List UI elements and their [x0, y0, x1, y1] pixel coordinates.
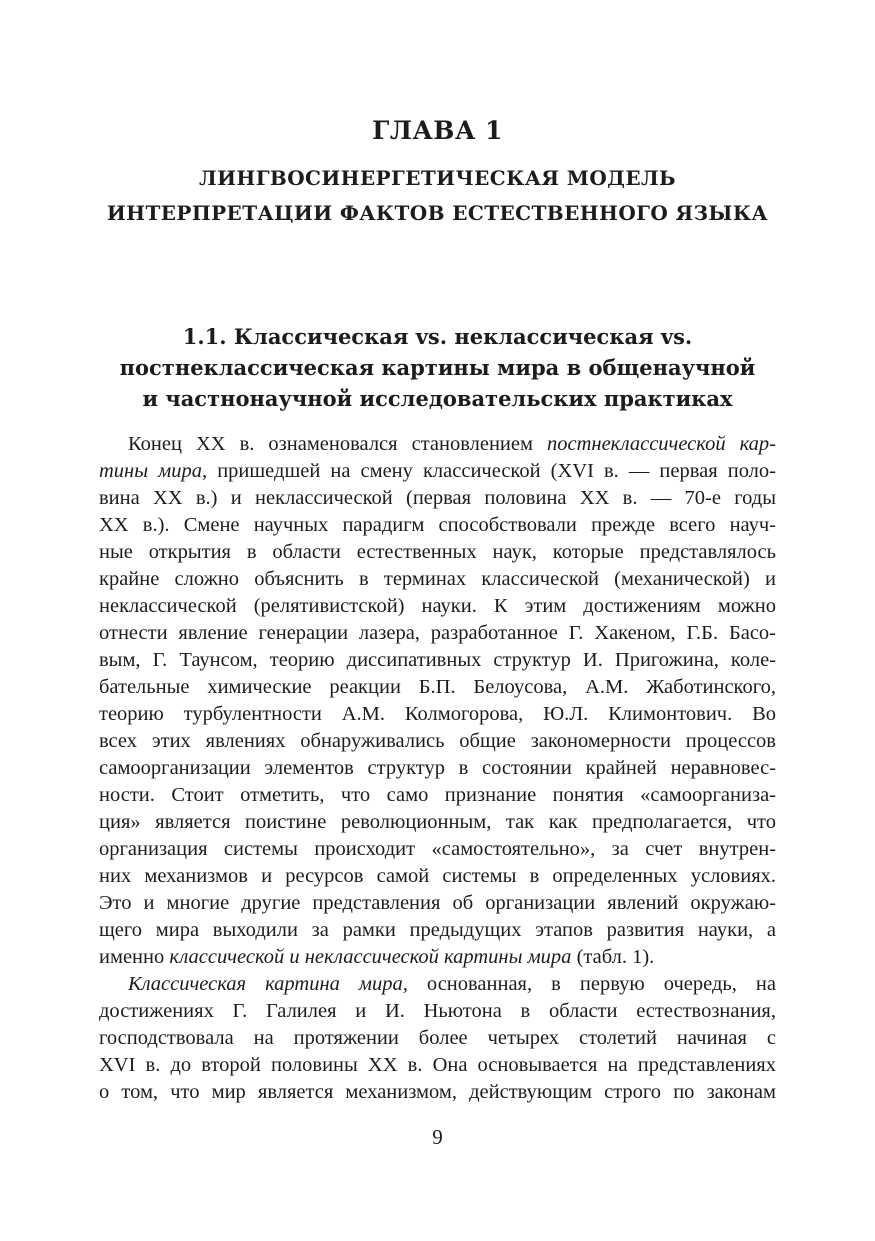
text-line	[128, 431, 776, 458]
text-line: отнести явление генерации лазера, разработанное Г. Хакеном, Г.Б. Басо-	[99, 622, 776, 644]
text-line	[99, 944, 776, 971]
text-line: господствовала на протяжении более четырех столетий начиная с	[99, 1027, 776, 1049]
text-line: о том, что мир является механизмом, действующим строго по законам	[99, 1081, 776, 1103]
chapter-number: ГЛАВА 1	[372, 116, 503, 145]
italic-term: постнеклассической кар-	[547, 433, 777, 455]
text-line: всех этих явлениях обнаруживались общие закономерности процессов	[99, 730, 776, 752]
text-line: XX в.). Смене научных парадигм способствовали прежде всего науч-	[99, 514, 776, 536]
text-run: именно	[99, 946, 170, 968]
text-line: достижениях Г. Галилея и И. Ньютона в области естествознания,	[99, 1000, 776, 1022]
text-run: , пришедшей на смену классической (XVI в. — первая поло-	[202, 460, 776, 482]
text-line: них механизмов и ресурсов самой системы в определенных условиях.	[99, 865, 776, 887]
text-run: Конец XX в. ознаменовался становлением	[128, 433, 547, 455]
chapter-title-line-2: ИНТЕРПРЕТАЦИИ ФАКТОВ ЕСТЕСТВЕННОГО ЯЗЫКА	[106, 201, 769, 225]
section-title-line-2: постнеклассическая картины мира в общенаучной	[119, 355, 756, 380]
text-line: ности. Стоит отметить, что само признание понятия «самоорганиза-	[99, 784, 776, 806]
text-line: XVI в. до второй половины XX в. Она основывается на представлениях	[99, 1054, 776, 1076]
italic-term: тины мира	[99, 460, 203, 482]
text-line: щего мира выходили за рамки предыдущих этапов развития науки, а	[99, 919, 776, 941]
text-run: основанная, в первую очередь, на	[407, 973, 776, 995]
section-title-line-3: и частнонаучной исследовательских практиках	[142, 386, 733, 411]
text-line: ция» является поистине революционным, так как предполагается, что	[99, 811, 776, 833]
text-line	[99, 458, 776, 485]
text-line: вина XX в.) и неклассической (первая половина XX в. — 70-е годы	[99, 487, 776, 509]
text-line: организация системы происходит «самостоятельно», за счет внутрен-	[99, 838, 776, 860]
text-line: бательные химические реакции Б.П. Белоусова, А.М. Жаботинского,	[99, 676, 776, 698]
section-title-line-1: 1.1. Классическая vs. неклассическая vs.	[182, 324, 693, 349]
text-line: самоорганизации элементов структур в состоянии крайней неравновес-	[99, 757, 776, 779]
table-reference: (табл. 1).	[571, 946, 655, 968]
text-line: неклассической (релятивистской) науки. К этим достижениям можно	[99, 595, 776, 617]
text-line: крайне сложно объяснить в терминах классической (механической) и	[99, 568, 776, 590]
text-line: ные открытия в области естественных наук, которые представлялось	[99, 541, 776, 563]
text-line	[128, 971, 776, 998]
italic-term: классической и неклассической картины мира	[169, 946, 572, 968]
chapter-title-line-1: ЛИНГВОСИНЕРГЕТИЧЕСКАЯ МОДЕЛЬ	[199, 166, 676, 190]
page-number: 9	[432, 1125, 443, 1149]
text-line: теорию турбулентности А.М. Колмогорова, Ю.Л. Климонтович. Во	[99, 703, 776, 725]
text-line: Это и многие другие представления об организации явлений окружаю-	[99, 892, 776, 914]
italic-term: Классическая картина мира,	[128, 973, 408, 995]
text-line: вым, Г. Таунсом, теорию диссипативных структур И. Пригожина, коле-	[99, 649, 776, 671]
